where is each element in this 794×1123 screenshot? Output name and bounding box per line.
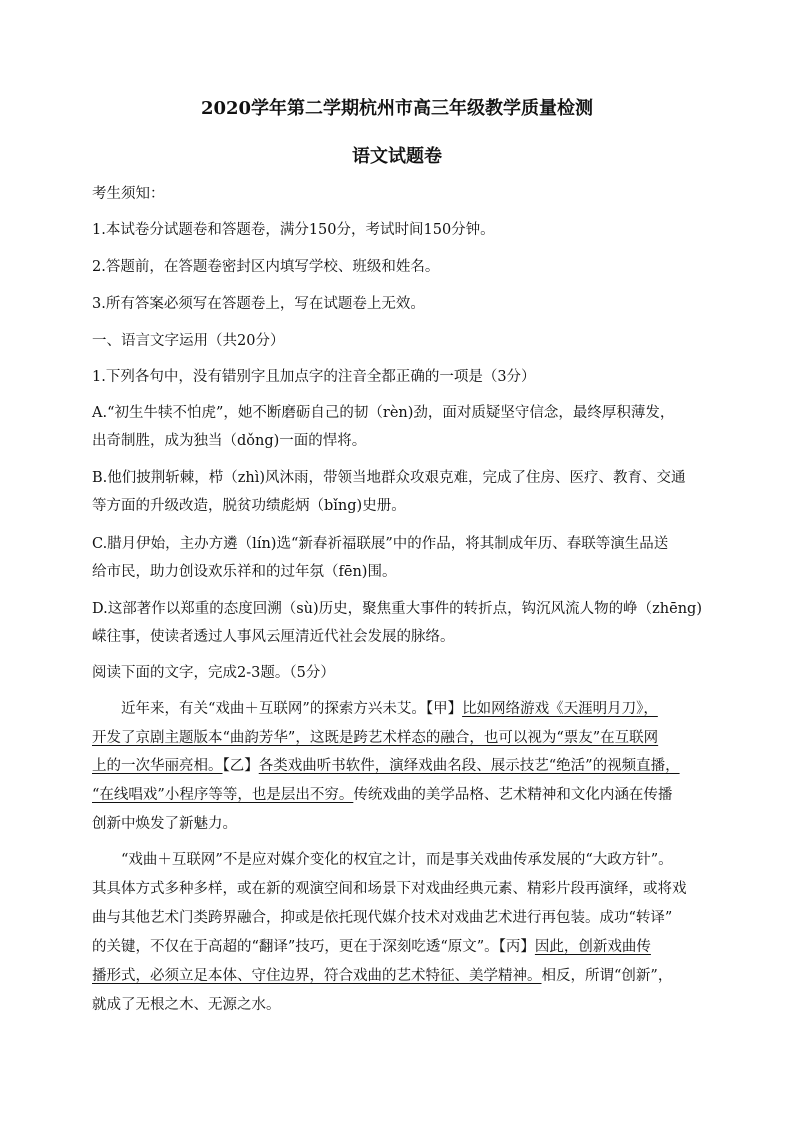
passage-p2-line-1: “戏曲＋互联网”不是应对媒介变化的权宜之计，而是事关戏曲传承发展的“大政方针”。: [121, 852, 673, 868]
underlined-sentence-jia: 上的一次华丽亮相。: [92, 758, 223, 774]
notice-item-1: 1.本试卷分试题卷和答题卷，满分150分，考试时间150分钟。: [92, 222, 495, 238]
exam-title: 2020学年第二学期杭州市高三年级教学质量检测: [200, 98, 594, 119]
option-a-line-1: A.“初生牛犊不怕虎”，她不断磨砺自己的韧（rèn)劲，面对质疑坚守信念，最终厚积薄发，: [92, 405, 675, 421]
notice-heading: 考生须知：: [92, 186, 165, 202]
passage-p2-line-3: 曲与其他艺术门类跨界融合，抑或是依托现代媒介技术对戏曲艺术进行再包装。成功“转译”: [92, 910, 673, 926]
option-b-line-1: B.他们披荆斩棘，栉（zhì)风沐雨，带领当地群众攻艰克难，完成了住房、医疗、教育、交通: [92, 470, 686, 486]
marker-yi: 【乙】: [222, 758, 259, 774]
passage-p2-line-2: 其具体方式多种多样，或在新的观演空间和场景下对戏曲经典元素、精彩片段再演绎，或将戏: [92, 881, 687, 897]
passage-p2-line-4: [92, 936, 712, 958]
passage-p1-line-1: [121, 698, 741, 720]
option-c-line-2: 给市民，助力创设欢乐祥和的过年氛（fēn)围。: [92, 564, 397, 580]
underlined-sentence-jia: 比如网络游戏《天涯明月刀》，: [462, 701, 658, 717]
option-b-line-2: 等方面的升级改造，脱贫功绩彪炳（bǐng)史册。: [92, 498, 406, 514]
notice-item-3: 3.所有答案必须写在答题卷上，写在试题卷上无效。: [92, 296, 425, 312]
notice-item-2: 2.答题前，在答题卷密封区内填写学校、班级和姓名。: [92, 259, 440, 275]
underlined-sentence-yi: 各类戏曲听书软件，演绎戏曲名段、展示技艺“绝活”的视频直播，: [258, 758, 680, 774]
passage-p1-line-5: 创新中焕发了新魅力。: [92, 816, 237, 832]
option-d-line-1: D.这部著作以郑重的态度回溯（sù)历史，聚焦重大事件的转折点，钩沉风流人物的峥（zhēng): [92, 601, 702, 617]
option-c-line-1: C.腊月伊始，主办方遴（lín)选“新春祈福联展”中的作品，将其制成年历、春联等演生品送: [92, 536, 669, 552]
underlined-sentence-bing: 播形式，必须立足本体、守住边界，符合戏曲的艺术特征、美学精神。: [92, 968, 542, 984]
passage-text: 近年来，有关“戏曲＋互联网”的探索方兴未艾。【甲】: [121, 701, 463, 717]
underlined-sentence-jia: 开发了京剧主题版本“曲韵芳华”，这既是跨艺术样态的融合，也可以视为“票友”在互联网: [92, 730, 659, 746]
reading-intro: 阅读下面的文字，完成2-3题。（5分）: [92, 665, 335, 681]
section-heading: 一、语言文字运用（共20分）: [92, 333, 285, 349]
passage-p2-line-6: 就成了无根之木、无源之水。: [92, 997, 281, 1013]
option-a-line-2: 出奇制胜，成为独当（dǒng)一面的悍将。: [92, 433, 367, 449]
question-1-stem: 1.下列各句中，没有错别字且加点字的注音全都正确的一项是（3分）: [92, 369, 536, 385]
passage-p2-line-5: [92, 965, 712, 987]
exam-subtitle: 语文试题卷: [352, 146, 442, 167]
passage-text: 的关键，不仅在于高超的“翻译”技巧，更在于深刻吃透“原文”。【丙】: [92, 939, 535, 955]
passage-p1-line-3: [92, 755, 712, 777]
passage-text: 传统戏曲的美学品格、艺术精神和文化内涵在传播: [353, 787, 673, 803]
option-d-line-2: 嵘往事，使读者透过人事风云厘清近代社会发展的脉络。: [92, 629, 455, 645]
underlined-sentence-yi: “在线唱戏”小程序等等，也是层出不穷。: [92, 787, 354, 803]
underlined-sentence-bing: 因此，创新戏曲传: [534, 939, 651, 955]
passage-p1-line-4: [92, 784, 712, 806]
passage-text: 相反，所谓“创新”，: [541, 968, 673, 984]
passage-p1-line-2: [92, 727, 712, 749]
